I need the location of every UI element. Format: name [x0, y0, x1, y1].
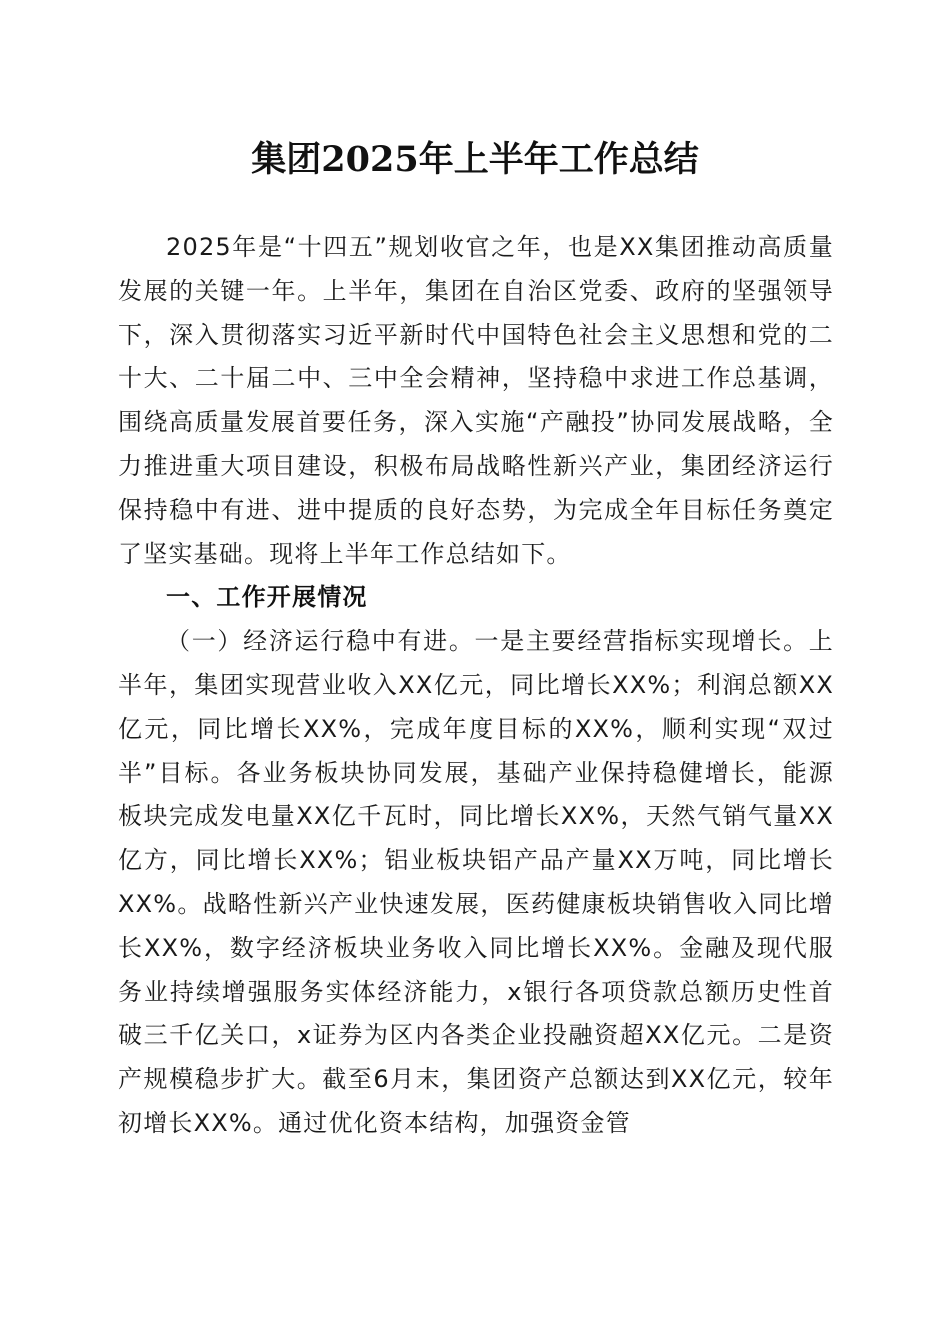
intro-paragraph: 2025年是“十四五”规划收官之年，也是XX集团推动高质量发展的关键一年。上半年，集团在自治区党委、政府的坚强领导下，深入贯彻落实习近平新时代中国特色社会主义思想和党的二十大、二十届二中、三中全会精神，坚持稳中求进工作总基调，围绕高质量发展首要任务，深入实施“产融投”协同发展战略，全力推进重大项目建设，积极布局战略性新兴产业，集团经济运行保持稳中有进、进中提质的良好态势，为完成全年目标任务奠定了坚实基础。现将上半年工作总结如下。 [118, 233, 834, 568]
document-body [118, 226, 834, 1146]
subsection-heading: （一）经济运行稳中有进。 [166, 627, 475, 656]
subsection-paragraph [118, 620, 834, 1146]
subsection-body: 一是主要经营指标实现增长。上半年，集团实现营业收入XX亿元，同比增长XX%；利润总额XX亿元，同比增长XX%，完成年度目标的XX%，顺利实现“双过半”目标。各业务板块协同发展，基础产业保持稳健增长，能源板块完成发电量XX亿千瓦时，同比增长XX%，天然气销气量XX亿方，同比增长XX%；铝业板块铝产品产量XX万吨，同比增长XX%。战略性新兴产业快速发展，医药健康板块销售收入同比增长XX%，数字经济板块业务收入同比增长XX%。金融及现代服务业持续增强服务实体经济能力，x银行各项贷款总额历史性首破三千亿关口，x证券为区内各类企业投融资超XX亿元。二是资产规模稳步扩大。截至6月末，集团资产总额达到XX亿元，较年初增长XX%。通过优化资本结构，加强资金管 [118, 627, 834, 1137]
document-title: 集团2025年上半年工作总结 [251, 139, 699, 180]
section-heading: 一、工作开展情况 [166, 583, 368, 612]
